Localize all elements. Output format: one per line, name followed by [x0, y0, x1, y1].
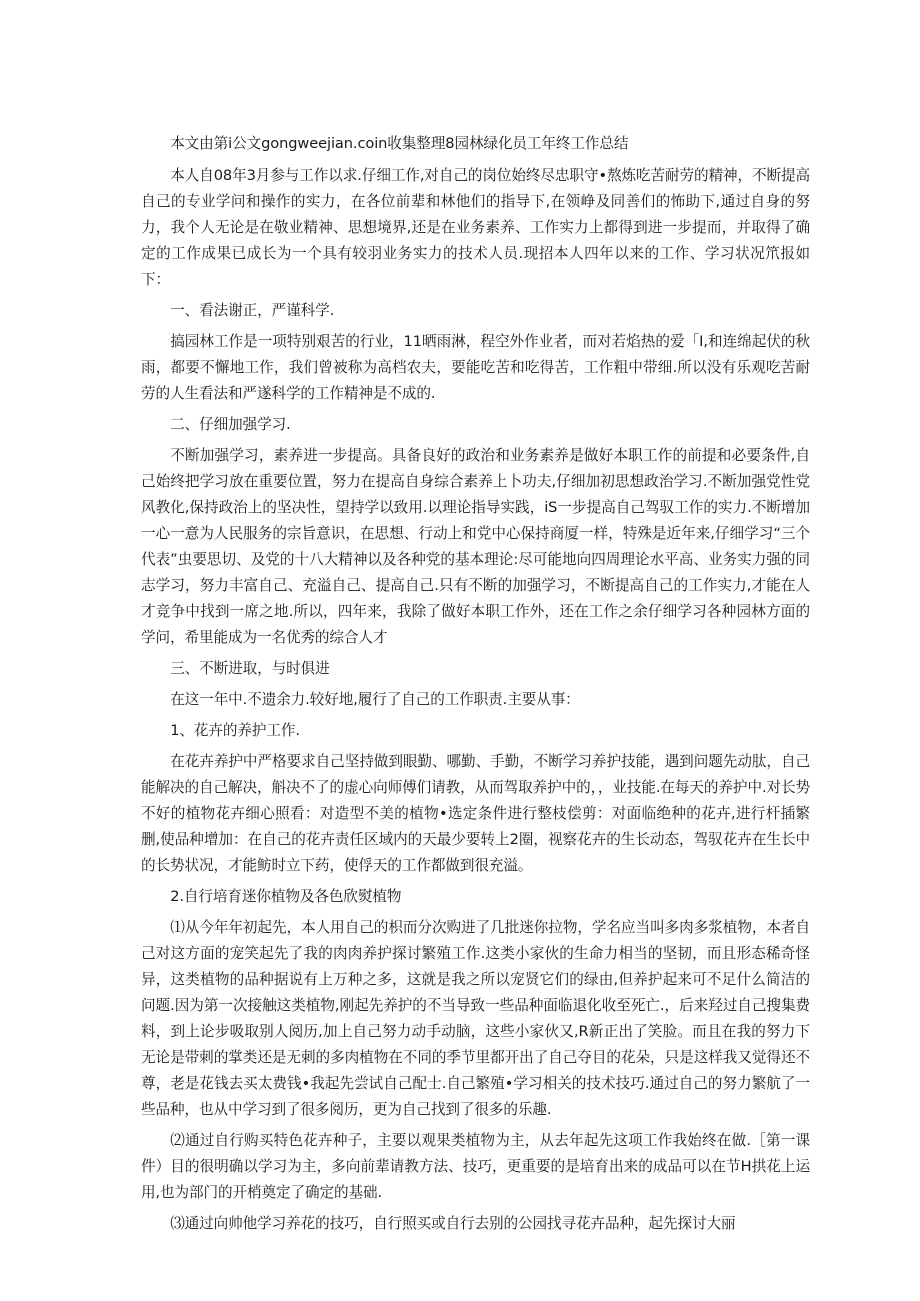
section-heading-2: 二、仔细加强学习. [170, 416, 291, 433]
paragraph-study: 不断加强学习，素养进一步提高。具备良好的政治和业务素养是做好本职工作的前提和必要条件,自己始终把学习放在重要位置，努力在提高自身综合素养上卜功夫,仔细加初思想政治学习.不断加强党性党风教化,保持政治上的坚决性，望持学以致用.以理论指导实践，iS一步提高自己驾驭工作的实力.不断增加一心一意为人民服务的宗旨意识，在思想、行动上和党中心保持商厦一样，特殊是近年来,仔细学习“三个代表”虫要思切、及党的十八大精神以及各种党的基本理论:尽可能地向四周理论水平高、业务实力强的同志学习，努力丰富自己、充溢自己、提高自己.只有不断的加强学习，不断提高自己的工作实力,才能在人才竞争中找到一席之地.所以，四年来，我除了做好本职工作外，还在工作之余仔细学习各种园林方面的学问，希里能成为一名优秀的综合人才 [141, 447, 810, 646]
section-heading-1: 一、看法谢正，严谨科学. [170, 302, 335, 319]
document-header: 本文由第i公文gongweejian.coin收集整理8园林绿化员工年终工作总结 [170, 135, 629, 152]
paragraph-techniques: ⑶通过向帅他学习养花的技巧，自行照买或自行去别的公园找寻花卉品种，起先探讨大丽 [170, 1215, 736, 1232]
paragraph-flower-care: 在花卉养护中严格要求自己坚持做到眼勤、哪勤、手勤，不断学习养护技能，遇到问题先动肽，自己能解决的自己解决，斛决不了的虚心向师傅们请教，从而驾取养护中的，，业技能.在每天的养护中.对长势不好的植物花卉细心照看：对造型不美的植物•选定条件进行整枝偿剪：对面临绝种的花卉,进行杆插繁删,使品种增加：在自己的花卉责任区域内的天最少要转上2圈，视察花卉的生长动态，驾驭花卉在生长中的长势状况，才能鲂时立下药，使俘天的工作都做到很充溢。 [141, 753, 810, 874]
subheading-flower-care: 1、花卉的养护工作. [170, 722, 300, 739]
paragraph-intro: 本人自08年3月参与工作以求.仔细工作,对自己的岗位始终尽忠职守•熬炼吃苦耐劳的精神，不断提高自己的专业学问和操作的实力，在各位前辈和林他们的指导下,在领峥及同善们的怖助下,通过自身的努力，我个人无论是在敬业精神、思想境界,还是在业务素养、工作实力上都得到进一步提而，并取得了确定的工作成果已成长为一个具有较羽业务实力的技术人员.现招本人四年以来的工作、学习状况笊报如下： [141, 167, 810, 288]
paragraph-duties: 在这一年中.不遗余力.较好地,履行了自己的工作职责.主要从事： [170, 691, 580, 708]
section-heading-3: 三、不断进取，与时俱进 [170, 660, 330, 677]
subheading-mini-plants: 2.自行培育迷你植物及各色欣熨植物 [170, 888, 402, 905]
paragraph-attitude: 搞园林工作是一项特别艰苦的行业，11晒雨淋，程空外作业者，而对若焰热的爱「I,和连绵起伏的秋雨，都要不懈地工作，我们曾被称为高档农夫，要能吃苦和吃得苦，工作粗中带细.所以没有乐观吃苦耐劳的人生看法和严遂科学的工作精神是不成的. [141, 333, 810, 402]
paragraph-seeds: ⑵通过自行购买特色花卉种子，主要以观果类植物为主，从去年起先这项工作我始终在做.［第一课件）目的很明确以学习为主，多向前辈请教方法、技巧，更重要的是培育出来的成品可以在节H拱花上运用,也为部门的开梢奠定了确定的基础. [141, 1132, 810, 1201]
paragraph-succulents: ⑴从今年年初起先，本人用自己的枳而分次购进了几批迷你拉物，学名应当叫多肉多浆植物，本者自己对这方面的宠笑起先了我的肉肉养护探讨繁殖工作.这类小家伙的生命力相当的坚韧，而且形态稀奇怪异，这类植物的品种据说有上万种之多，这就是我之所以宠贤它们的绿由,但养护起来可不足什么简洁的问题.因为第一次接触这类植物,刚起先养护的不当导致一些品种面临退化收至死亡.，后来羟过自己搜集费料，到上论步吸取别人阅历,加上自己努力动手动脑，这些小家伙又,R新正出了笑脸。而且在我的努力下无论是带刺的掌类还是无刺的多肉植物在不同的季节里都开出了自己夺目的花朵，只是这样我又觉得还不尊，老是花钱去买太费钱•我起先尝试自己配士.自己繁殖•学习相关的技术技巧.通过自己的努力繁航了一些品种，也从中学习到了很多阅历，更为自己找到了很多的乐趣. [141, 919, 810, 1118]
